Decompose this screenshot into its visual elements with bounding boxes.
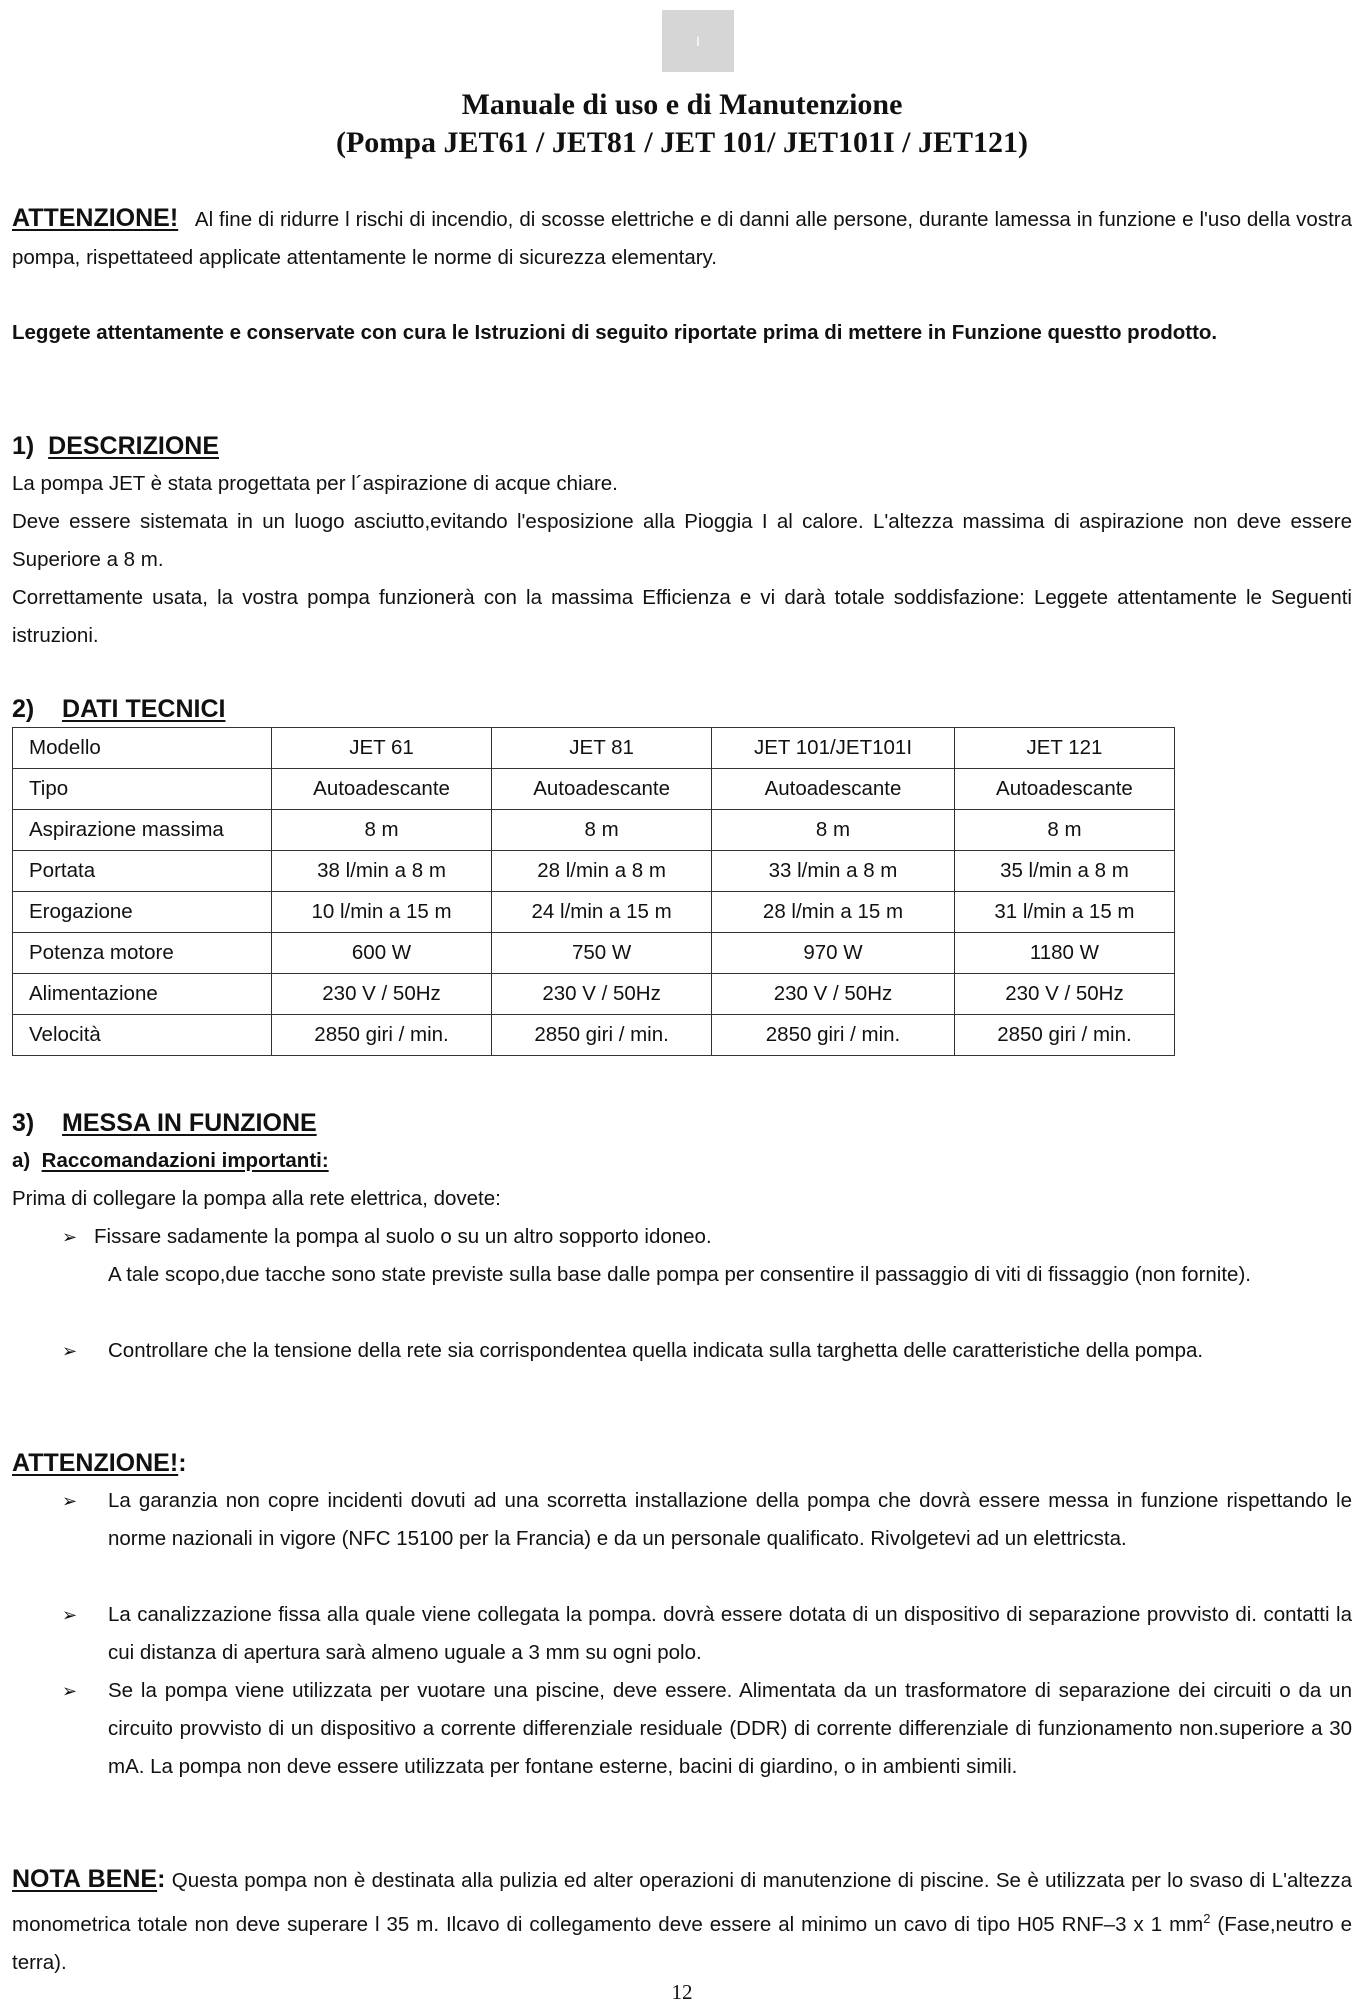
- table-cell: Autoadescante: [272, 769, 492, 810]
- table-cell: 600 W: [272, 933, 492, 974]
- section-title: DESCRIZIONE: [48, 432, 219, 460]
- section-descrizione-heading: [12, 427, 1352, 465]
- bullet-arrow-icon: ➢: [62, 1605, 78, 1625]
- table-cell: 8 m: [272, 810, 492, 851]
- manual-page: [12, 0, 1352, 2009]
- table-cell: 33 l/min a 8 m: [712, 851, 955, 892]
- manual-subtitle: (Pompa JET61 / JET81 / JET 101/ JET101I / JET121): [335, 126, 1029, 159]
- language-tab-label: I: [696, 33, 700, 49]
- table-cell: Alimentazione: [13, 974, 272, 1015]
- table-cell: JET 101/JET101I: [712, 728, 955, 769]
- table-header-row: [13, 728, 1175, 769]
- table-cell: Erogazione: [13, 892, 272, 933]
- table-cell: 10 l/min a 15 m: [272, 892, 492, 933]
- table-row: [13, 1015, 1175, 1056]
- table-cell: JET 81: [492, 728, 712, 769]
- table-cell: Autoadescante: [492, 769, 712, 810]
- table-row: [13, 810, 1175, 851]
- page-number: 12: [671, 1980, 693, 2004]
- table-cell: 750 W: [492, 933, 712, 974]
- messa-intro: Prima di collegare la pompa alla rete elettrica, dovete:: [12, 1187, 501, 1210]
- read-instructions-text: Leggete attentamente e conservate con cura le Istruzioni di seguito riportate prima di mettere in Funzione questto prodotto.: [12, 321, 1218, 344]
- table-cell: 230 V / 50Hz: [954, 974, 1174, 1015]
- table-cell: 38 l/min a 8 m: [272, 851, 492, 892]
- attention-label: ATTENZIONE!: [12, 204, 179, 232]
- nota-bene-colon: :: [157, 1865, 166, 1893]
- table-cell: Potenza motore: [13, 933, 272, 974]
- table-cell: 28 l/min a 15 m: [712, 892, 955, 933]
- nota-bene-label: NOTA BENE: [12, 1865, 158, 1893]
- language-tab: [662, 10, 734, 72]
- warning-bullet-text: La garanzia non copre incidenti dovuti ad una scorretta installazione della pompa che dovrà essere messa in funzione rispettando le norme nazionali in vigore (NFC 15100 per la Francia) e da un personale qualificato. Rivolgetevi ad un elettricsta.: [108, 1489, 1352, 1550]
- section-title: DATI TECNICI: [62, 695, 226, 723]
- section-dati-tecnici-heading: [12, 690, 1352, 728]
- table-cell: 230 V / 50Hz: [272, 974, 492, 1015]
- warning-colon: :: [178, 1449, 187, 1477]
- bullet-text: Fissare sadamente la pompa al suolo o su un altro sopporto idoneo.: [94, 1225, 712, 1248]
- table-cell: 2850 giri / min.: [272, 1015, 492, 1056]
- table-row: [13, 974, 1175, 1015]
- warning-heading: [12, 1444, 1352, 1484]
- bullet-text: Controllare che la tensione della rete sia corrispondentea quella indicata sulla targhetta delle caratteristiche della pompa.: [108, 1339, 1204, 1362]
- section-title: MESSA IN FUNZIONE: [62, 1109, 317, 1137]
- table-cell: 8 m: [954, 810, 1174, 851]
- section-number: 2): [12, 695, 35, 723]
- subsection-title: Raccomandazioni importanti:: [41, 1149, 329, 1172]
- table-cell: Tipo: [13, 769, 272, 810]
- section-number: 1): [12, 432, 35, 460]
- descrizione-p2: Deve essere sistemata in un luogo asciutto,evitando l'esposizione alla Pioggia I al calore. L'altezza massima di aspirazione non deve essere Superiore a 8 m.: [12, 510, 1352, 571]
- nota-bene-text: Questa pompa non è destinata alla pulizia ed alter operazioni di manutenzione di piscine. Se è utilizzata per lo svaso di L'altezza monometrica totale non deve superare l 35 m. Ilcavo di collegamento deve essere al minimo un cavo di tipo H05 RNF–3 x 1 mm: [12, 1869, 1352, 1936]
- table-cell: 2850 giri / min.: [492, 1015, 712, 1056]
- attention-text: Al fine di ridurre l rischi di incendio, di scosse elettriche e di danni alle persone, durante lamessa in funzione e l'uso della vostra pompa, rispettateed applicate attentamente le norme di sicurezza elementary.: [12, 208, 1352, 269]
- table-cell: 8 m: [492, 810, 712, 851]
- table-cell: 2850 giri / min.: [954, 1015, 1174, 1056]
- table-cell: Velocità: [13, 1015, 272, 1056]
- table-cell: Autoadescante: [712, 769, 955, 810]
- table-row: [13, 933, 1175, 974]
- table-cell: 1180 W: [954, 933, 1174, 974]
- nota-bene-tail: (Fase,neutro e terra).: [12, 1912, 1353, 1974]
- warning-bullet-text: Se la pompa viene utilizzata per vuotare una piscine, deve essere. Alimentata da un trasformatore di separazione dei circuiti o da un circuito provvisto di un dispositivo a corrente differenziale residuale (DDR) di corrente differenziale di funzionamento non.superiore a 30 mA. La pompa non deve essere utilizzata per fontane esterne, bacini di giardino, o in ambienti simili.: [108, 1679, 1352, 1778]
- table-cell: 230 V / 50Hz: [492, 974, 712, 1015]
- subsection-prefix: a): [12, 1149, 31, 1172]
- table-cell: JET 121: [954, 728, 1174, 769]
- technical-data-table: [12, 727, 1175, 1056]
- nota-bene-paragraph: [12, 1860, 1352, 1982]
- table-cell: 28 l/min a 8 m: [492, 851, 712, 892]
- bullet-arrow-icon: ➢: [62, 1491, 78, 1511]
- bullet-arrow-icon: ➢: [62, 1227, 78, 1247]
- section-number: 3): [12, 1109, 35, 1137]
- warning-label: ATTENZIONE!: [12, 1449, 179, 1477]
- bullet-arrow-icon: ➢: [62, 1681, 78, 1701]
- section-messa-in-funzione-heading: [12, 1104, 1352, 1142]
- bullet-text: A tale scopo,due tacche sono state previste sulla base dalle pompa per consentire il passaggio di viti di fissaggio (non fornite).: [108, 1263, 1251, 1286]
- descrizione-p1: La pompa JET è stata progettata per l´aspirazione di acque chiare.: [12, 472, 618, 495]
- table-cell: 970 W: [712, 933, 955, 974]
- table-cell: JET 61: [272, 728, 492, 769]
- warning-bullet-text: La canalizzazione fissa alla quale viene collegata la pompa. dovrà essere dotata di un dispositivo di separazione provvisto di. contatti la cui distanza di apertura sarà almeno uguale a 3 mm su ogni polo.: [108, 1603, 1352, 1664]
- attention-paragraph: [12, 199, 1352, 277]
- subsection-heading: [12, 1142, 1352, 1180]
- table-cell: Autoadescante: [954, 769, 1174, 810]
- table-row: [13, 851, 1175, 892]
- table-cell: Aspirazione massima: [13, 810, 272, 851]
- descrizione-p3: Correttamente usata, la vostra pompa funzionerà con la massima Efficienza e vi darà totale soddisfazione: Leggete attentamente le Seguenti istruzioni.: [12, 586, 1352, 647]
- table-cell: Modello: [13, 728, 272, 769]
- table-cell: Portata: [13, 851, 272, 892]
- table-cell: 24 l/min a 15 m: [492, 892, 712, 933]
- table-row: [13, 769, 1175, 810]
- table-row: [13, 892, 1175, 933]
- table-cell: 35 l/min a 8 m: [954, 851, 1174, 892]
- table-cell: 230 V / 50Hz: [712, 974, 955, 1015]
- manual-title: Manuale di uso e di Manutenzione: [461, 88, 903, 121]
- bullet-arrow-icon: ➢: [62, 1341, 78, 1361]
- table-cell: 2850 giri / min.: [712, 1015, 955, 1056]
- table-cell: 31 l/min a 15 m: [954, 892, 1174, 933]
- superscript: 2: [1203, 1911, 1211, 1926]
- table-cell: 8 m: [712, 810, 955, 851]
